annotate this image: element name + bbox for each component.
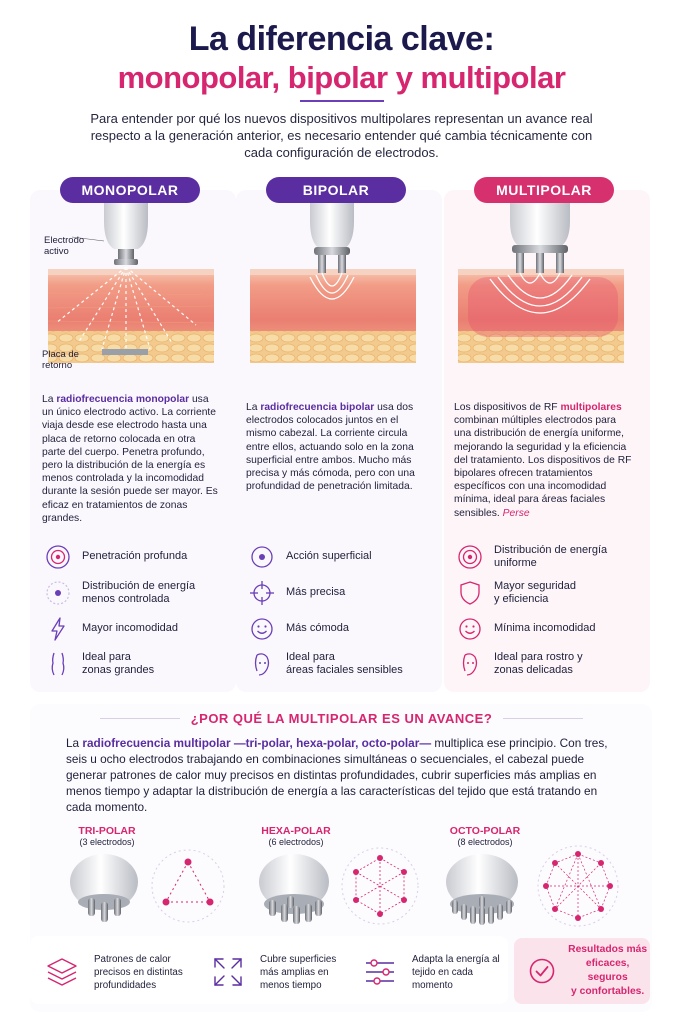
section-title: ¿POR QUÉ LA MULTIPOLAR ES UN AVANCE? — [190, 711, 493, 726]
feature-item: Más cómoda — [248, 614, 349, 644]
check-circle-icon — [524, 953, 559, 989]
bipolar-label: BIPOLAR — [266, 177, 406, 203]
feature-item: Ideal para rostro y zonas delicadas — [456, 649, 583, 679]
results-highlight: Resultados más eficaces, seguros y confortables. — [514, 938, 650, 1004]
tri-polar-device — [66, 852, 142, 928]
feature-item: Mayor seguridad y eficiencia — [456, 578, 576, 608]
feature-item: Distribución de energía uniforme — [456, 542, 607, 572]
body-silhouette-icon — [44, 650, 72, 678]
section-paragraph: La radiofrecuencia multipolar —tri-polar, hexa-polar, octo-polar— multiplica ese principio. Con tres, seis u ocho electrodos trabajando en combinaciones simultáneas o secuenciales, el cabezal puede generar patrones de calor muy precisos en distintas profundidades, cubrir superficies más amplias en menos tiempo y adaptar la distribución de energía a las características del tejido que está tratando en cada momento. — [66, 736, 608, 814]
octo-polar-block: OCTO-POLAR (8 electrodos) — [449, 825, 521, 847]
title-divider — [300, 100, 384, 102]
target-rings-icon — [456, 543, 484, 571]
target-dot-icon — [248, 543, 276, 571]
octo-polar-pattern — [536, 844, 620, 928]
feature-item: Ideal para zonas grandes — [44, 649, 154, 679]
dot-circle-icon — [44, 579, 72, 607]
tri-polar-block: TRI-POLAR (3 electrodos) — [78, 825, 136, 847]
monopolar-label: MONOPOLAR — [60, 177, 200, 203]
shield-icon — [456, 579, 484, 607]
hexa-polar-block: HEXA-POLAR (6 electrodos) — [261, 825, 331, 847]
octo-polar-device — [442, 852, 522, 930]
feature-item: Distribución de energía menos controlada — [44, 578, 195, 608]
expand-arrows-icon — [210, 954, 246, 990]
hexa-polar-pattern — [340, 846, 420, 926]
benefit-item: Adapta la energía al tejido en cada momento — [362, 944, 500, 1000]
feature-item: Acción superficial — [248, 542, 372, 572]
electrode-label: Electrodo activo — [44, 235, 85, 257]
page-subtitle: monopolar, bipolar y multipolar — [117, 60, 566, 95]
feature-item: Mínima incomodidad — [456, 614, 596, 644]
multipolar-illustration — [456, 203, 630, 373]
bipolar-description: La radiofrecuencia bipolar usa dos electrodos colocados juntos en el mismo cabezal. La corriente circula entre ellos, actuando solo en la zona superficial entre ambos. Mucho más precisa y más cómoda, pero con una profundidad de penetración limitada. — [246, 402, 415, 493]
return-plate-label: Placa de retorno — [42, 349, 79, 371]
benefit-item: Cubre superficies más amplias en menos tiempo — [210, 944, 336, 1000]
tri-polar-pattern — [150, 848, 226, 924]
feature-item: Penetración profunda — [44, 542, 187, 572]
multipolar-label: MULTIPOLAR — [474, 177, 614, 203]
benefit-item: Patrones de calor precisos en distintas profundidades — [44, 944, 183, 1000]
multipolar-description: Los dispositivos de RF multipolares combinan múltiples electrodos para una distribución de energía uniforme, mejorando la seguridad y la eficiencia del tratamiento. Los dispositivos de RF bipolares ofrecen tratamientos específicos con una incomodidad mínima, ideal para áreas faciales sensibles. Perse — [454, 402, 632, 519]
sliders-icon — [362, 954, 398, 990]
lightning-icon — [44, 615, 72, 643]
hexa-polar-device — [255, 852, 333, 930]
intro-paragraph: Para entender por qué los nuevos dispositivos multipolares representan un avance real respecto a la generación anterior, es necesario entender qué cambia técnicamente con cada configuración de electrodos. — [90, 111, 593, 160]
feature-item: Más precisa — [248, 578, 345, 608]
feature-item: Ideal para áreas faciales sensibles — [248, 649, 403, 679]
face-profile-icon — [248, 650, 276, 678]
bipolar-illustration — [248, 203, 422, 373]
target-rings-icon — [44, 543, 72, 571]
feature-item: Mayor incomodidad — [44, 614, 178, 644]
monopolar-description: La radiofrecuencia monopolar usa un único electrodo activo. La corriente viaja desde ese electrodo hasta una placa de retorno colocada en otra parte del cuerpo. Penetra profundo, pero la distribución de la energía es menos controlada y la incomodidad durante la sesión puede ser mayor. Es eficaz en tratamientos de zonas grandes. — [42, 394, 218, 524]
page-title: La diferencia clave: — [188, 20, 495, 58]
layers-icon — [44, 954, 80, 990]
face-profile-icon — [456, 650, 484, 678]
monopolar-illustration — [42, 203, 216, 373]
smile-icon — [456, 615, 484, 643]
crosshair-icon — [248, 579, 276, 607]
smile-icon — [248, 615, 276, 643]
